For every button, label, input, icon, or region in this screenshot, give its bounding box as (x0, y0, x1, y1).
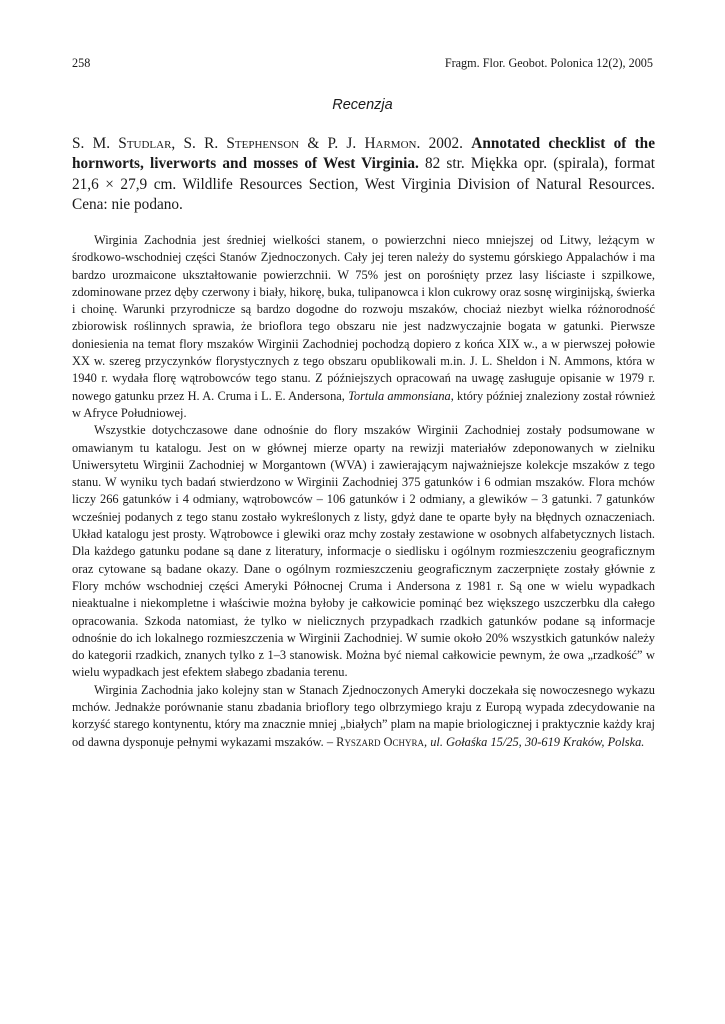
species-name: Tortula ammonsiana (348, 388, 451, 403)
reviewer-name-sc-1: yszard (344, 734, 381, 749)
citation-author-2: , S. R. S (171, 135, 235, 152)
citation-author-1: S. M. S (72, 135, 127, 152)
reviewer-address: , ul. Gołaśka 15/25, 30-619 Kraków, Polska. (424, 734, 645, 749)
citation-year: . 2002. (416, 135, 472, 152)
citation-title: Annotated checklist of the hornworts, liverworts and mosses of West Virginia. (72, 135, 655, 173)
book-citation (72, 134, 655, 216)
paragraph-2: Wszystkie dotychczasowe dane odnośnie do flory mszaków Wirginii Zachodniej zostały podsumowane w omawianym tu katalogu. Jest on w głównej mierze oparty na rewizji materiałów zdeponowanych w zielniku Uniwersytetu Wirginii Zachodniej w Morgantown (WVA) i zawierającym najważniejsze kolekcje mszaków z tego stanu. W wyniku tych badań stwierdzono w Wirginii Zachodniej 375 gatunków i 6 odmian mszaków. Flora mchów liczy 266 gatunków i 4 odmiany, wątrobowców – 106 gatunków i 2 odmiany, a glewików – 3 gatunki. 7 gatunków wcześniej podanych z tego stanu zostało wykreślonych z listy, gdyż dane te oparte były na błędnych oznaczeniach. Układ katalogu jest prosty. Wątrobowce i glewiki oraz mchy zostały zestawione w osobnych alfabetycznych listach. Dla każdego gatunku podane są dane z literatury, informacje o siedlisku i ogólnym rozmieszczeniu geograficznym oraz cytowane są badane okazy. Dane o ogólnym rozmieszczeniu geograficznym zaczerpnięte zostały głównie z Flory mchów wschodniej części Ameryki Północnej Cruma i Andersona z 1981 r. Są one w wielu wypadkach nieaktualne i niekompletne i właściwie można byłoby je całkowicie pominąć bez większego uszczerbku dla całego opracowania. Szkoda natomiast, że tylko w nielicznych przypadkach rzadkich gatunków podane są informacje odnośnie do ich lokalnego rozmieszczenia w Wirginii Zachodniej. W sumie około 20% wszystkich gatunków należy do kategorii rzadkich, znanych tylko z 1–3 stanowisk. Można być niemal całkowicie pewnym, że owa „rzadkość” w wielu wypadkach jest efektem słabego zbadania terenu. (72, 423, 655, 680)
citation-author-3: & P. J. H (299, 135, 376, 152)
citation-author-3-sc: armon (375, 135, 417, 152)
page-number: 258 (72, 56, 91, 70)
paragraph-1 (72, 232, 655, 422)
section-title: Recenzja (332, 97, 393, 113)
paragraph-3 (72, 682, 655, 751)
paragraph-3-text: Wirginia Zachodnia jako kolejny stan w Stanach Zjednoczonych Ameryki doczekała się nowoczesnego wykazu mchów. Jednakże porównanie stanu zbadania brioflory tego olbrzymiego kraju z Europą wypada zdecydowanie na korzyść starego kontynentu, który ma znacznie mniej „białych” plam na mapie briologicznej i praktycznie każdy kraj od dawna dysponuje pełnymi wykazami mszaków. – R (72, 682, 655, 749)
paragraph-1-text-end: , który później znaleziony został również w Afryce Południowej. (72, 388, 655, 420)
journal-reference: Fragm. Flor. Geobot. Polonica 12(2), 2005 (444, 56, 653, 70)
citation-author-2-sc: tephenson (234, 135, 300, 152)
citation-details: 82 str. Miękka opr. (spirala), format 21,6 × 27,9 cm. Wildlife Resources Section, West Virginia Division of Natural Resources. Cena: nie podano. (72, 155, 655, 214)
citation-author-1-sc: tudlar (126, 135, 172, 152)
review-body (72, 232, 655, 751)
paragraph-1-text: Wirginia Zachodnia jest średniej wielkości stanem, o powierzchni nieco mniejszej od Litwy, leżącym w środkowo-wschodniej części Stanów Zjednoczonych. Cały jej teren należy do systemu górskiego Appalachów i ma bardzo urozmaicone ukształtowanie powierzchnii. W 75% jest on porośnięty przez lasy liściaste i szpilkowe, zdominowane przez dęby czerwony i biały, hikorę, buka, tulipanowca i klon cukrowy oraz sosnę wirginijską, świerka i choinę. Warunki przyrodnicze są bardzo dogodne do rozwoju mszaków, chociaż niezbyt wielka różnorodność zbiorowisk roślinnych sprawia, że brioflora tego obszaru nie jest nadzwyczajnie bogata w gatunki. Pierwsze doniesienia na temat flory mszaków Wirginii Zachodniej pochodzą dopiero z końca XIX w., a w pierwszej połowie XX w. szereg przyczynków florystycznych z tego obszaru opublikowali m.in. J. L. Sheldon i N. Ammons, która w 1940 r. wydała florę wątrobowców tego stanu. Z późniejszych opracowań na uwagę zasługuje opisanie w 1979 r. nowego gatunku przez H. A. Cruma i L. E. Andersona, (72, 233, 655, 403)
reviewer-name-mid: O (380, 734, 393, 749)
running-head (72, 56, 653, 71)
reviewer-name-sc-2: chyra (392, 734, 425, 749)
